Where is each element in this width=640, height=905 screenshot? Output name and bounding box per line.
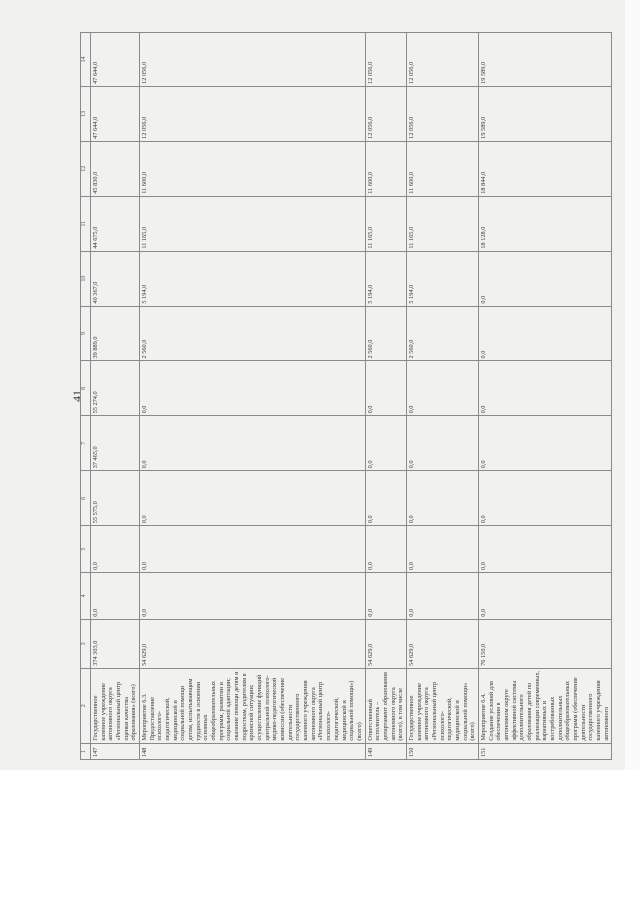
- value-cell: 12 056,0: [365, 33, 406, 87]
- header-cell: 12: [81, 141, 91, 196]
- value-cell: 11 600,0: [406, 141, 478, 196]
- value-cell: 45 830,0: [91, 141, 140, 196]
- value-cell: 0,0: [140, 573, 365, 620]
- value-cell: 0,0: [365, 361, 406, 416]
- value-cell: 0,0: [140, 471, 365, 526]
- row-number: 149: [365, 743, 406, 759]
- header-cell: 8: [81, 361, 91, 416]
- row-number: 151: [478, 743, 611, 759]
- value-cell: 19 589,0: [478, 33, 611, 87]
- table-row: [406, 33, 478, 760]
- value-cell: 11 600,0: [140, 141, 365, 196]
- header-cell: 11: [81, 196, 91, 251]
- row-description: Мероприятие 6.4. Создание условий для обеспечения в автономном округе эффективной системы дополнительного образования детей по реализации современных, вариативных и востребованных дополнительных общеобразовательных программ (обеспечение деятельности государственного казенного учреждения автономного: [478, 668, 611, 743]
- row-number: 148: [140, 743, 365, 759]
- header-cell: 5: [81, 526, 91, 573]
- header-cell: 1: [81, 743, 91, 759]
- table-row: [365, 33, 406, 760]
- header-cell: 13: [81, 86, 91, 141]
- value-cell: 0,0: [478, 251, 611, 306]
- value-cell: 2 560,0: [406, 306, 478, 361]
- value-cell: 12 056,0: [140, 86, 365, 141]
- row-description: Государственное казенное учреждение автономного округа «Региональный центр психолого-педагогической, медицинской и социальной помощи» (всего): [406, 668, 478, 743]
- value-cell: 0,0: [140, 416, 365, 471]
- value-cell: 0,0: [91, 573, 140, 620]
- header-cell: 4: [81, 573, 91, 620]
- value-cell: 0,0: [406, 416, 478, 471]
- table-row: [140, 33, 365, 760]
- value-cell: 0,0: [478, 361, 611, 416]
- value-cell: 5 194,0: [406, 251, 478, 306]
- header-cell: 2: [81, 668, 91, 743]
- rotated-page: [70, 32, 617, 760]
- value-cell: 0,0: [406, 573, 478, 620]
- value-cell: 76 150,0: [478, 619, 611, 668]
- value-cell: 12 056,0: [365, 86, 406, 141]
- value-cell: 47 644,0: [91, 86, 140, 141]
- value-cell: 0,0: [478, 416, 611, 471]
- value-cell: 0,0: [365, 416, 406, 471]
- value-cell: 5 194,0: [140, 251, 365, 306]
- value-cell: 0,0: [406, 361, 478, 416]
- value-cell: 54 629,0: [406, 619, 478, 668]
- row-description: Государственное казенное учреждение автономного округа «Региональный центр оценки качества образования» (всего): [91, 668, 140, 743]
- header-cell: 14: [81, 33, 91, 87]
- value-cell: 0,0: [406, 526, 478, 573]
- header-row: [81, 33, 91, 760]
- value-cell: 0,0: [140, 526, 365, 573]
- value-cell: 47 644,0: [91, 33, 140, 87]
- header-cell: 10: [81, 251, 91, 306]
- value-cell: 55 575,0: [91, 471, 140, 526]
- value-cell: 18 844,0: [478, 141, 611, 196]
- value-cell: 0,0: [478, 306, 611, 361]
- value-cell: 0,0: [365, 573, 406, 620]
- value-cell: 0,0: [478, 573, 611, 620]
- row-description: Ответственный исполнитель – департамент образования автономного округа (всего), в том числе: [365, 668, 406, 743]
- value-cell: 40 367,0: [91, 251, 140, 306]
- value-cell: 12 056,0: [140, 33, 365, 87]
- value-cell: 54 629,0: [140, 619, 365, 668]
- value-cell: 19 589,0: [478, 86, 611, 141]
- value-cell: 55 274,0: [91, 361, 140, 416]
- value-cell: 0,0: [365, 471, 406, 526]
- value-cell: 11 600,0: [365, 141, 406, 196]
- header-cell: 3: [81, 619, 91, 668]
- value-cell: 11 165,0: [365, 196, 406, 251]
- row-description: Мероприятие 6.3. Предоставление психолого-педагогической, медицинской и социальной помощи детям, испытывающим трудности в освоении основных общеобразовательных программ, развитии и социальной адаптации; оказание помощи детям и подросткам, родителям в кризисной ситуации; осуществление функций центральной психолого-медико-педагогической комиссии (обеспечение деятельности государственного казенного учреждения автономного округа «Региональный центр психолого-педагогической, медицинской и социальной помощи») (всего): [140, 668, 365, 743]
- value-cell: 374 303,0: [91, 619, 140, 668]
- row-number: 147: [91, 743, 140, 759]
- value-cell: 12 056,0: [406, 33, 478, 87]
- scan-edge: [625, 0, 640, 770]
- value-cell: 0,0: [140, 361, 365, 416]
- value-cell: 0,0: [478, 471, 611, 526]
- value-cell: 0,0: [91, 526, 140, 573]
- header-cell: 9: [81, 306, 91, 361]
- page-number: 41: [70, 390, 84, 402]
- value-cell: 0,0: [365, 526, 406, 573]
- header-cell: 7: [81, 416, 91, 471]
- value-cell: 44 675,0: [91, 196, 140, 251]
- budget-table: [80, 32, 612, 760]
- table-row: [478, 33, 611, 760]
- value-cell: 37 465,0: [91, 416, 140, 471]
- value-cell: 0,0: [406, 471, 478, 526]
- table-row: [91, 33, 140, 760]
- row-number: 150: [406, 743, 478, 759]
- value-cell: 2 560,0: [365, 306, 406, 361]
- value-cell: 12 056,0: [406, 86, 478, 141]
- value-cell: 18 128,0: [478, 196, 611, 251]
- value-cell: 11 165,0: [406, 196, 478, 251]
- value-cell: 11 165,0: [140, 196, 365, 251]
- value-cell: 2 560,0: [140, 306, 365, 361]
- value-cell: 0,0: [478, 526, 611, 573]
- value-cell: 39 889,0: [91, 306, 140, 361]
- header-cell: 6: [81, 471, 91, 526]
- value-cell: 5 194,0: [365, 251, 406, 306]
- value-cell: 54 629,0: [365, 619, 406, 668]
